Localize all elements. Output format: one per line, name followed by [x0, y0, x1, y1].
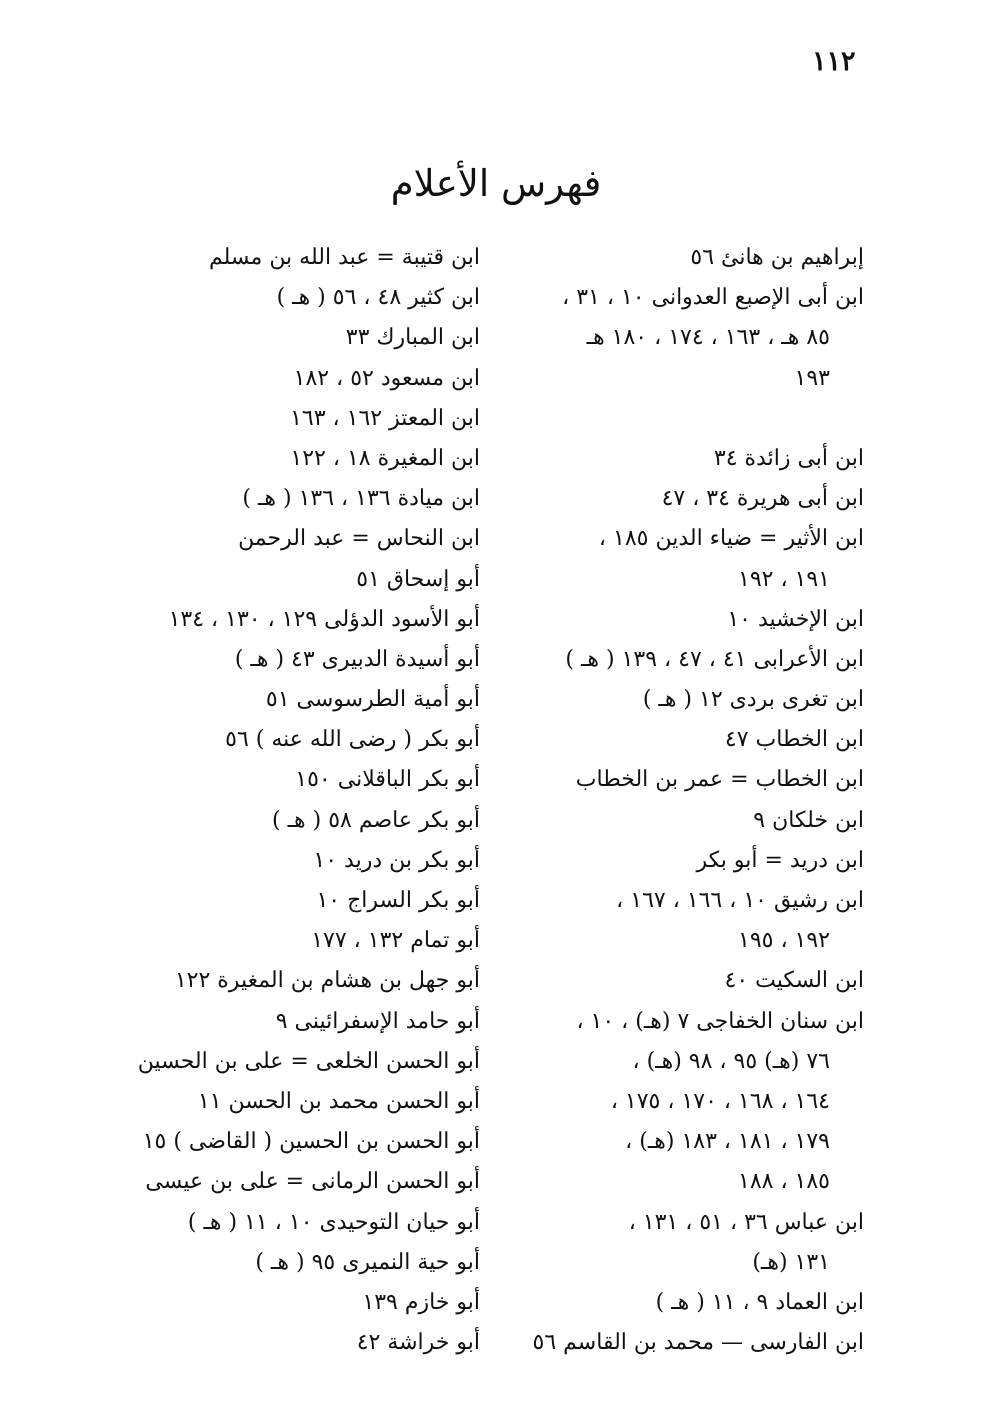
index-entry: ابن السكيت ٤٠ — [724, 968, 864, 994]
index-entry: ابن مسعود ٥٢ ، ١٨٢ — [293, 365, 480, 391]
index-entry-continuation: ١٦٤ ، ١٦٨ ، ١٧٠ ، ١٧٥ ، — [610, 1088, 830, 1114]
index-entry: ابن كثير ٤٨ ، ٥٦ ( هـ ) — [276, 285, 480, 311]
index-entry: ابن دريد = أبو بكر — [696, 847, 864, 873]
index-entry: ابن أبى زائدة ٣٤ — [713, 445, 864, 471]
index-column-right — [494, 238, 864, 1363]
index-entry: ابن المغيرة ١٨ ، ١٢٢ — [290, 445, 480, 471]
index-entry: ابن سنان الخفاجى ٧ (هـ) ، ١٠ ، — [576, 1008, 864, 1034]
index-entry: أبو بكر عاصم ٥٨ ( هـ ) — [272, 807, 480, 833]
index-entry-continuation: ١٧٩ ، ١٨١ ، ١٨٣ (هـ) ، — [625, 1129, 830, 1155]
index-entry: ابن خلكان ٩ — [753, 807, 864, 833]
index-entry: ابن أبى هريرة ٣٤ ، ٤٧ — [661, 486, 864, 512]
index-entry: ابن الإخشيد ١٠ — [727, 606, 864, 632]
index-entry-continuation: ١٨٥ ، ١٨٨ — [738, 1169, 830, 1195]
index-entry-continuation — [494, 399, 864, 439]
index-entry-continuation: ٨٥ هـ ، ١٦٣ ، ١٧٤ ، ١٨٠ هـ — [586, 325, 830, 351]
index-entry: ابن قتيبة = عبد الله بن مسلم — [208, 245, 480, 270]
index-entry: أبو حامد الإسفرائينى ٩ — [275, 1008, 480, 1034]
index-entry: أبو تمام ١٣٢ ، ١٧٧ — [311, 928, 480, 954]
index-entry: أبو أمية الطرسوسى ٥١ — [265, 687, 480, 713]
index-entry-continuation: ١٩٢ ، ١٩٥ — [738, 928, 830, 954]
index-entry-continuation: ١٣١ (هـ) — [752, 1249, 830, 1275]
index-entry: ابن رشيق ١٠ ، ١٦٦ ، ١٦٧ ، — [616, 888, 864, 913]
index-entry: أبو خراشة ٤٢ — [356, 1330, 480, 1356]
index-entry: ابن المبارك ٣٣ — [345, 325, 480, 351]
index-entry: ابن الفارسى — محمد بن القاسم ٥٦ — [532, 1330, 864, 1356]
index-entry: أبو بكر الباقلانى ١٥٠ — [295, 767, 480, 793]
index-entry: أبو بكر ( رضى الله عنه ) ٥٦ — [225, 727, 480, 753]
index-entry: إبراهيم بن هانئ ٥٦ — [690, 245, 864, 270]
index-entry: أبو حيان التوحيدى ١٠ ، ١١ ( هـ ) — [187, 1209, 480, 1235]
index-entry: أبو الحسن الخلعى = على بن الحسين — [137, 1048, 480, 1074]
index-entry: ابن تغرى بردى ١٢ ( هـ ) — [642, 687, 864, 713]
index-entry: أبو الحسن بن الحسين ( القاضى ) ١٥ — [142, 1129, 480, 1155]
index-entry: أبو الحسن محمد بن الحسن ١١ — [197, 1088, 480, 1114]
index-entry: ابن المعتز ١٦٢ ، ١٦٣ — [290, 405, 480, 431]
index-entry: أبو بكر السراج ١٠ — [316, 888, 480, 913]
index-entry: ابن عباس ٣٦ ، ٥١ ، ١٣١ ، — [628, 1209, 864, 1235]
index-entry: أبو حية النميرى ٩٥ ( هـ ) — [255, 1249, 480, 1275]
index-entry: أبو أسيدة الدبيرى ٤٣ ( هـ ) — [234, 646, 480, 672]
index-entry-continuation: ١٩١ ، ١٩٢ — [738, 566, 830, 592]
index-entry: ابن الأثير = ضياء الدين ١٨٥ ، — [598, 526, 864, 552]
page-title: فهرس الأعلام — [390, 162, 602, 205]
index-entry: أبو الحسن الرمانى = على بن عيسى — [145, 1169, 480, 1195]
index-entry: أبو خازم ١٣٩ — [362, 1289, 480, 1315]
index-entry: ابن أبى الإصبع العدوانى ١٠ ، ٣١ ، — [562, 285, 864, 311]
index-entry: ابن العماد ٩ ، ١١ ( هـ ) — [655, 1289, 864, 1315]
index-entry: أبو إسحاق ٥١ — [356, 566, 480, 592]
index-entry: أبو بكر بن دريد ١٠ — [313, 847, 480, 873]
index-column-left — [100, 238, 480, 1363]
index-entry-continuation: ١٩٣ — [794, 365, 830, 391]
page-number: ١١٢ — [812, 46, 856, 77]
index-entry: ابن الخطاب = عمر بن الخطاب — [575, 767, 864, 793]
index-entry: ابن ميادة ١٣٦ ، ١٣٦ ( هـ ) — [242, 486, 480, 512]
index-entry: ابن الخطاب ٤٧ — [724, 727, 864, 753]
index-entry-continuation: ٧٦ (هـ) ٩٥ ، ٩٨ (هـ) ، — [632, 1048, 830, 1074]
index-entry: ابن الأعرابى ٤١ ، ٤٧ ، ١٣٩ ( هـ ) — [565, 646, 864, 672]
index-entry: أبو الأسود الدؤلى ١٢٩ ، ١٣٠ ، ١٣٤ — [168, 606, 480, 632]
index-entry: أبو جهل بن هشام بن المغيرة ١٢٢ — [174, 968, 480, 994]
index-entry: ابن النحاس = عبد الرحمن — [238, 526, 480, 552]
